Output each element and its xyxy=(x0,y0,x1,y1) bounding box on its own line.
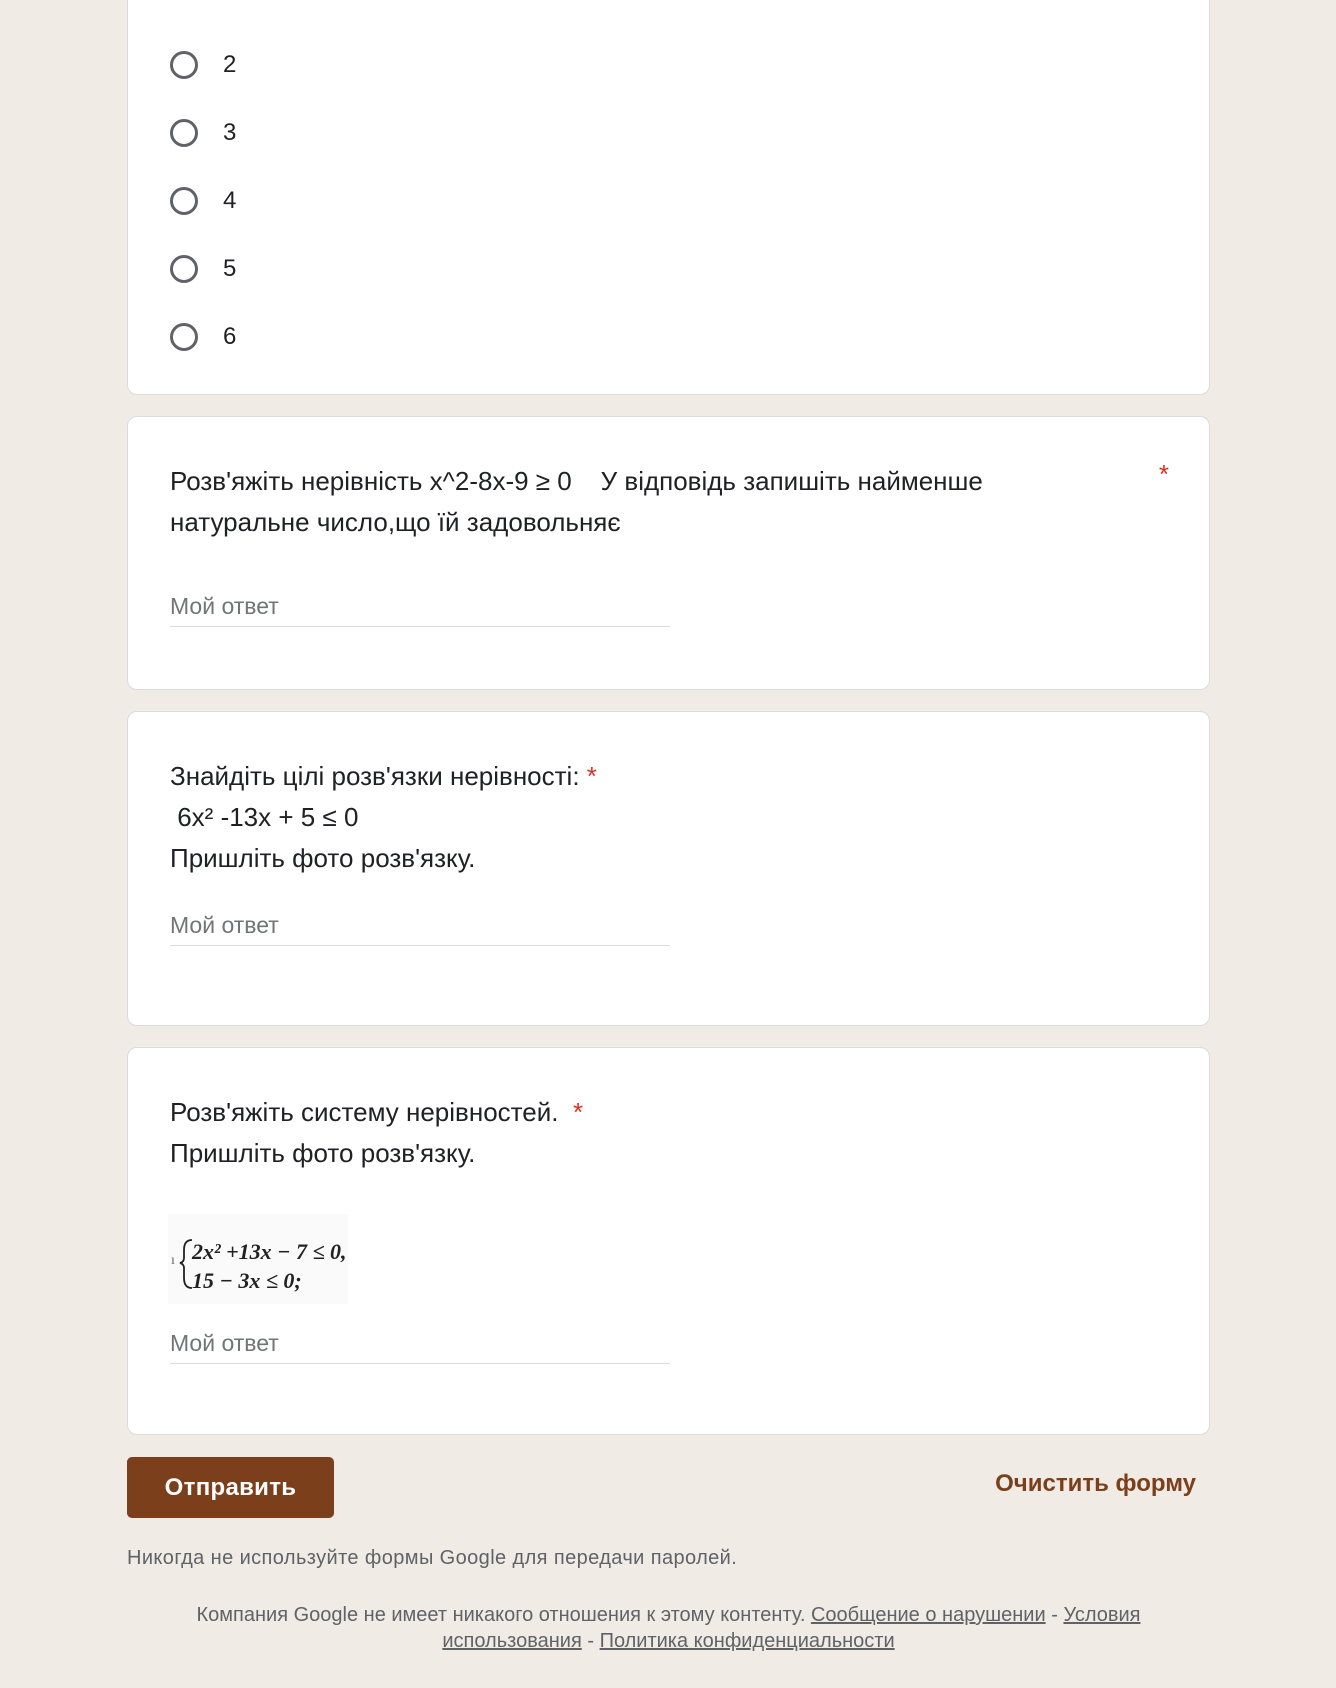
question-title xyxy=(170,1092,583,1174)
option-label: 4 xyxy=(223,187,237,214)
answer-field[interactable] xyxy=(170,587,670,627)
question-card-inequality xyxy=(127,416,1210,690)
radio-button[interactable] xyxy=(170,51,198,79)
radio-button[interactable] xyxy=(170,187,198,215)
question-text-line: Пришліть фото розв'язку. xyxy=(170,1138,476,1168)
question-text-line xyxy=(170,1092,583,1133)
radio-option-3[interactable] xyxy=(170,115,236,151)
radio-option-6[interactable] xyxy=(170,319,236,355)
question-text: Знайдіть цілі розв'язки нерівності: xyxy=(170,761,580,791)
question-text-line: натуральне число,що їй задовольняє xyxy=(170,507,621,537)
clear-form-button[interactable]: Очистить форму xyxy=(995,1470,1196,1497)
required-asterisk: * xyxy=(586,761,597,791)
radio-button[interactable] xyxy=(170,255,198,283)
formula-brace xyxy=(180,1240,192,1288)
radio-option-4[interactable] xyxy=(170,183,236,219)
system-formula-image xyxy=(168,1214,348,1304)
option-label: 3 xyxy=(223,119,237,146)
question-title xyxy=(170,756,597,879)
footer xyxy=(127,1602,1210,1654)
report-abuse-link[interactable]: Сообщение о нарушении xyxy=(810,1604,1046,1626)
radio-button[interactable] xyxy=(170,323,198,351)
question-text: Розв'яжіть систему нерівностей. xyxy=(170,1097,559,1127)
option-label: 5 xyxy=(223,255,237,282)
question-text-line: Розв'яжіть нерівність x^2-8x-9 ≥ 0 У відповідь запишіть найменше xyxy=(170,466,983,496)
system-formula-svg xyxy=(168,1214,348,1304)
required-asterisk: * xyxy=(1158,459,1169,489)
password-warning: Никогда не используйте формы Google для передачи паролей. xyxy=(127,1547,738,1569)
option-label: 6 xyxy=(223,323,237,350)
footer-separator: - xyxy=(1051,1604,1058,1626)
formula-mark: ı xyxy=(171,1253,175,1268)
required-asterisk: * xyxy=(572,1097,584,1127)
answer-input[interactable] xyxy=(170,587,670,625)
privacy-link[interactable]: Политика конфиденциальности xyxy=(599,1630,895,1652)
answer-input[interactable] xyxy=(170,906,670,944)
answer-input[interactable] xyxy=(170,1324,670,1362)
options-card xyxy=(127,0,1210,395)
question-card-system xyxy=(127,1047,1210,1435)
footer-separator: - xyxy=(587,1630,595,1652)
answer-field[interactable] xyxy=(170,906,670,946)
footer-text: Компания Google не имеет никакого отношения к этому контенту. xyxy=(196,1604,806,1626)
formula-line: 15 − 3x ≤ 0; xyxy=(192,1268,302,1293)
answer-field[interactable] xyxy=(170,1324,670,1364)
question-text-line: Пришліть фото розв'язку. xyxy=(170,843,476,873)
radio-button[interactable] xyxy=(170,119,198,147)
question-text-line xyxy=(170,756,597,797)
radio-option-5[interactable] xyxy=(170,251,236,287)
submit-button[interactable]: Отправить xyxy=(127,1457,334,1518)
question-title xyxy=(170,461,983,543)
terms-link[interactable]: Условия использования xyxy=(442,1604,1141,1652)
question-formula: 6x² -13x + 5 ≤ 0 xyxy=(170,802,359,832)
formula-line: 2x² +13x − 7 ≤ 0, xyxy=(192,1239,347,1264)
question-card-integer-solutions xyxy=(127,711,1210,1026)
radio-option-2[interactable] xyxy=(170,47,236,83)
option-label: 2 xyxy=(223,51,237,78)
